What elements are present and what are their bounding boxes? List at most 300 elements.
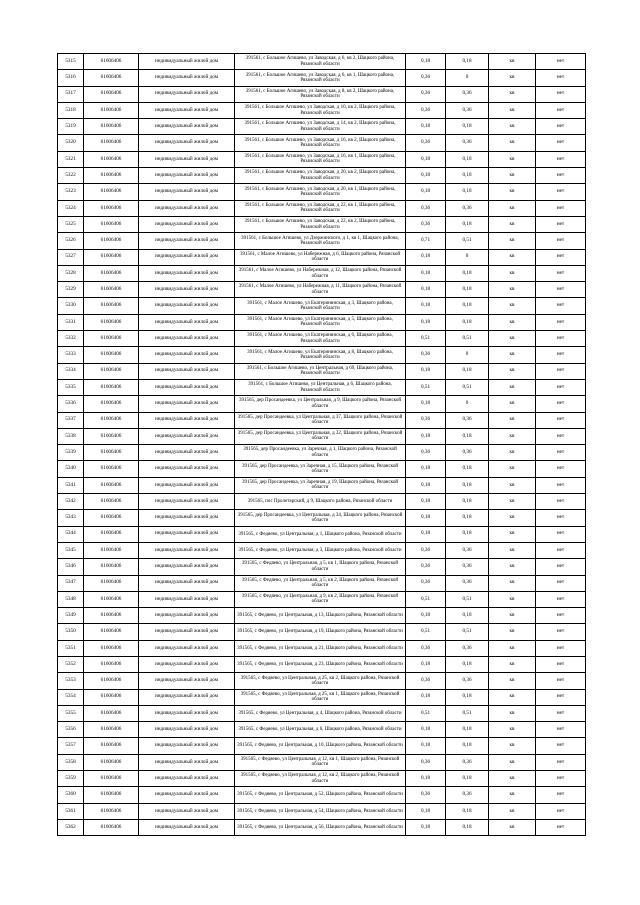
value-b-cell: 0,51: [446, 379, 489, 395]
value-a-cell: 0,71: [406, 233, 446, 249]
table-row: [58, 591, 586, 607]
flag-cell: нет: [536, 722, 586, 738]
building-type-cell: индивидуальный жилой дом: [139, 379, 235, 395]
value-a-cell: 0,18: [406, 396, 446, 412]
unit-cell: кв: [489, 379, 536, 395]
table-row: [58, 542, 586, 558]
table-row: [58, 265, 586, 281]
value-b-cell: 0,36: [446, 754, 489, 770]
value-a-cell: 0,36: [406, 542, 446, 558]
row-number-cell: 5336: [58, 396, 84, 412]
flag-cell: нет: [536, 54, 586, 70]
row-number-cell: 5321: [58, 151, 84, 167]
row-number-cell: 5346: [58, 559, 84, 575]
value-a-cell: 0,18: [406, 461, 446, 477]
value-a-cell: 0,18: [406, 428, 446, 444]
value-b-cell: 0,36: [446, 575, 489, 591]
value-b-cell: 0,18: [446, 722, 489, 738]
oktmo-code-cell: 61606406: [84, 787, 139, 803]
oktmo-code-cell: 61606406: [84, 331, 139, 347]
flag-cell: нет: [536, 575, 586, 591]
address-cell: 391561, с Большое Агишево, ул Центральная, д 69, Шацкого района, Рязанской области: [235, 363, 406, 379]
address-cell: 391565, с Федяево, ул Центральная, д 12, кв 1, Шацкого района, Рязанской области: [235, 754, 406, 770]
row-number-cell: 5335: [58, 379, 84, 395]
value-a-cell: 0,18: [406, 656, 446, 672]
value-a-cell: 0,18: [406, 265, 446, 281]
table-row: [58, 119, 586, 135]
unit-cell: кв: [489, 249, 536, 265]
row-number-cell: 5332: [58, 331, 84, 347]
table-row: [58, 70, 586, 86]
value-a-cell: 0,51: [406, 591, 446, 607]
oktmo-code-cell: 61606406: [84, 754, 139, 770]
unit-cell: кв: [489, 331, 536, 347]
table-row: [58, 526, 586, 542]
row-number-cell: 5324: [58, 200, 84, 216]
value-b-cell: 0,36: [446, 673, 489, 689]
row-number-cell: 5330: [58, 298, 84, 314]
building-type-cell: индивидуальный жилой дом: [139, 656, 235, 672]
address-cell: 391565, дер Просандеевка, ул Заречная, д 19, Шацкого района, Рязанской области: [235, 477, 406, 493]
table-row: [58, 673, 586, 689]
address-cell: 391565, с Федяево, ул Центральная, д 21, Шацкого района, Рязанской области: [235, 640, 406, 656]
address-cell: 391561, с Большое Агишево, ул Заводская, д 6, кв 2, Шацкого района, Рязанской области: [235, 54, 406, 70]
flag-cell: нет: [536, 608, 586, 624]
value-b-cell: 0,18: [446, 461, 489, 477]
building-type-cell: индивидуальный жилой дом: [139, 591, 235, 607]
flag-cell: нет: [536, 379, 586, 395]
table-row: [58, 738, 586, 754]
unit-cell: кв: [489, 819, 536, 835]
oktmo-code-cell: 61606406: [84, 771, 139, 787]
value-a-cell: 0,18: [406, 510, 446, 526]
building-type-cell: индивидуальный жилой дом: [139, 282, 235, 298]
address-cell: 391561, с Малое Агишево, ул Екатерининская, д 6, Шацкого района, Рязанской области: [235, 331, 406, 347]
unit-cell: кв: [489, 363, 536, 379]
flag-cell: нет: [536, 705, 586, 721]
address-cell: 391565, дер Просандеевка, ул Центральная, д 32, Шацкого района, Рязанской области: [235, 428, 406, 444]
value-b-cell: 0,18: [446, 526, 489, 542]
row-number-cell: 5351: [58, 640, 84, 656]
value-a-cell: 0,36: [406, 445, 446, 461]
flag-cell: нет: [536, 265, 586, 281]
building-type-cell: индивидуальный жилой дом: [139, 412, 235, 428]
table-row: [58, 640, 586, 656]
value-a-cell: 0,18: [406, 819, 446, 835]
address-cell: 391565, с Федяево, ул Центральная, д 10, Шацкого района, Рязанской области: [235, 738, 406, 754]
oktmo-code-cell: 61606406: [84, 200, 139, 216]
flag-cell: нет: [536, 526, 586, 542]
address-cell: 391561, с Малое Агишево, ул Екатерининская, д 8, Шацкого района, Рязанской области: [235, 347, 406, 363]
address-cell: 391565, с Федяево, ул Центральная, д 13, Шацкого района, Рязанской области: [235, 608, 406, 624]
oktmo-code-cell: 61606406: [84, 608, 139, 624]
address-cell: 391565, с Федяево, ул Центральная, д 3, Шацкого района, Рязанской области: [235, 542, 406, 558]
value-a-cell: 0,51: [406, 705, 446, 721]
unit-cell: кв: [489, 265, 536, 281]
value-b-cell: 0,36: [446, 640, 489, 656]
row-number-cell: 5354: [58, 689, 84, 705]
building-type-cell: индивидуальный жилой дом: [139, 265, 235, 281]
oktmo-code-cell: 61606406: [84, 70, 139, 86]
value-a-cell: 0,18: [406, 168, 446, 184]
table-row: [58, 54, 586, 70]
row-number-cell: 5339: [58, 445, 84, 461]
oktmo-code-cell: 61606406: [84, 673, 139, 689]
address-cell: 391565, с Федяево, ул Центральная, д 5, кв 2, Шацкого района, Рязанской области: [235, 575, 406, 591]
value-a-cell: 0,18: [406, 119, 446, 135]
flag-cell: нет: [536, 102, 586, 118]
address-cell: 391565, дер Просандеевка, ул Заречная, д 15, Шацкого района, Рязанской области: [235, 461, 406, 477]
table-row: [58, 233, 586, 249]
table-row: [58, 624, 586, 640]
table-row: [58, 314, 586, 330]
row-number-cell: 5355: [58, 705, 84, 721]
value-b-cell: 0,18: [446, 54, 489, 70]
value-a-cell: 0,36: [406, 559, 446, 575]
row-number-cell: 5353: [58, 673, 84, 689]
oktmo-code-cell: 61606406: [84, 526, 139, 542]
building-type-cell: индивидуальный жилой дом: [139, 428, 235, 444]
unit-cell: кв: [489, 624, 536, 640]
row-number-cell: 5325: [58, 216, 84, 232]
value-a-cell: 0,18: [406, 363, 446, 379]
unit-cell: кв: [489, 771, 536, 787]
housing-table: [57, 53, 586, 836]
oktmo-code-cell: 61606406: [84, 722, 139, 738]
unit-cell: кв: [489, 477, 536, 493]
oktmo-code-cell: 61606406: [84, 396, 139, 412]
address-cell: 391561, с Малое Агишево, ул Набережная, д 6, Шацкого района, Рязанской области: [235, 249, 406, 265]
building-type-cell: индивидуальный жилой дом: [139, 640, 235, 656]
value-b-cell: 0: [446, 70, 489, 86]
row-number-cell: 5317: [58, 86, 84, 102]
flag-cell: нет: [536, 135, 586, 151]
value-b-cell: 0,36: [446, 86, 489, 102]
table-row: [58, 722, 586, 738]
building-type-cell: индивидуальный жилой дом: [139, 787, 235, 803]
building-type-cell: индивидуальный жилой дом: [139, 331, 235, 347]
building-type-cell: индивидуальный жилой дом: [139, 526, 235, 542]
value-b-cell: 0,18: [446, 608, 489, 624]
oktmo-code-cell: 61606406: [84, 428, 139, 444]
unit-cell: кв: [489, 559, 536, 575]
flag-cell: нет: [536, 445, 586, 461]
table-row: [58, 494, 586, 510]
address-cell: 391565, с Федяево, ул Центральная, д 54, Шацкого района, Рязанской области: [235, 803, 406, 819]
row-number-cell: 5331: [58, 314, 84, 330]
table-body: [58, 54, 586, 836]
table-row: [58, 249, 586, 265]
value-a-cell: 0,18: [406, 282, 446, 298]
building-type-cell: индивидуальный жилой дом: [139, 135, 235, 151]
oktmo-code-cell: 61606406: [84, 216, 139, 232]
address-cell: 391561, с Большое Агишево, ул Заводская, д 14, кв 2, Шацкого района, Рязанской области: [235, 119, 406, 135]
value-a-cell: 0,36: [406, 754, 446, 770]
unit-cell: кв: [489, 461, 536, 477]
value-a-cell: 0,18: [406, 314, 446, 330]
unit-cell: кв: [489, 151, 536, 167]
unit-cell: кв: [489, 428, 536, 444]
oktmo-code-cell: 61606406: [84, 510, 139, 526]
building-type-cell: индивидуальный жилой дом: [139, 771, 235, 787]
value-b-cell: 0: [446, 347, 489, 363]
address-cell: 391561, с Большое Агишево, ул Заводская, д 20, кв 2, Шацкого района, Рязанской области: [235, 168, 406, 184]
document-page: [57, 53, 585, 836]
table-row: [58, 559, 586, 575]
flag-cell: нет: [536, 200, 586, 216]
value-a-cell: 0,51: [406, 624, 446, 640]
row-number-cell: 5361: [58, 803, 84, 819]
unit-cell: кв: [489, 494, 536, 510]
oktmo-code-cell: 61606406: [84, 119, 139, 135]
row-number-cell: 5356: [58, 722, 84, 738]
building-type-cell: индивидуальный жилой дом: [139, 347, 235, 363]
building-type-cell: индивидуальный жилой дом: [139, 624, 235, 640]
oktmo-code-cell: 61606406: [84, 249, 139, 265]
value-b-cell: 0,36: [446, 412, 489, 428]
building-type-cell: индивидуальный жилой дом: [139, 314, 235, 330]
address-cell: 391561, с Большое Агишево, ул Центральная, д 6, Шацкого района, Рязанской области: [235, 379, 406, 395]
address-cell: 391565, с Федяево, ул Центральная, д 12, кв 2, Шацкого района, Рязанской области: [235, 771, 406, 787]
value-b-cell: 0,18: [446, 819, 489, 835]
unit-cell: кв: [489, 54, 536, 70]
building-type-cell: индивидуальный жилой дом: [139, 70, 235, 86]
value-a-cell: 0,18: [406, 151, 446, 167]
unit-cell: кв: [489, 526, 536, 542]
unit-cell: кв: [489, 70, 536, 86]
value-a-cell: 0,18: [406, 738, 446, 754]
unit-cell: кв: [489, 640, 536, 656]
flag-cell: нет: [536, 673, 586, 689]
value-b-cell: 0,18: [446, 738, 489, 754]
address-cell: 391561, с Большое Агишево, ул Заводская, д 16, кв 2, Шацкого района, Рязанской области: [235, 135, 406, 151]
flag-cell: нет: [536, 396, 586, 412]
unit-cell: кв: [489, 591, 536, 607]
oktmo-code-cell: 61606406: [84, 477, 139, 493]
row-number-cell: 5338: [58, 428, 84, 444]
address-cell: 391561, с Малое Агишево, ул Набережная, д 12, Шацкого района, Рязанской области: [235, 265, 406, 281]
value-b-cell: 0,18: [446, 298, 489, 314]
oktmo-code-cell: 61606406: [84, 542, 139, 558]
building-type-cell: индивидуальный жилой дом: [139, 216, 235, 232]
value-b-cell: 0,51: [446, 705, 489, 721]
unit-cell: кв: [489, 102, 536, 118]
row-number-cell: 5323: [58, 184, 84, 200]
value-b-cell: 0,51: [446, 624, 489, 640]
flag-cell: нет: [536, 738, 586, 754]
unit-cell: кв: [489, 689, 536, 705]
row-number-cell: 5362: [58, 819, 84, 835]
oktmo-code-cell: 61606406: [84, 54, 139, 70]
value-a-cell: 0,36: [406, 86, 446, 102]
value-b-cell: 0,36: [446, 445, 489, 461]
building-type-cell: индивидуальный жилой дом: [139, 705, 235, 721]
table-row: [58, 412, 586, 428]
flag-cell: нет: [536, 184, 586, 200]
unit-cell: кв: [489, 445, 536, 461]
oktmo-code-cell: 61606406: [84, 151, 139, 167]
flag-cell: нет: [536, 771, 586, 787]
building-type-cell: индивидуальный жилой дом: [139, 608, 235, 624]
building-type-cell: индивидуальный жилой дом: [139, 461, 235, 477]
address-cell: 391561, с Большое Агишево, ул Заводская, д 8, кв 2, Шацкого района, Рязанской области: [235, 86, 406, 102]
table-row: [58, 656, 586, 672]
value-a-cell: 0,36: [406, 200, 446, 216]
flag-cell: нет: [536, 819, 586, 835]
address-cell: 391565, с Федяево, ул Центральная, д 5, кв 1, Шацкого района, Рязанской области: [235, 559, 406, 575]
flag-cell: нет: [536, 559, 586, 575]
value-b-cell: 0,36: [446, 200, 489, 216]
oktmo-code-cell: 61606406: [84, 705, 139, 721]
row-number-cell: 5342: [58, 494, 84, 510]
value-a-cell: 0,18: [406, 477, 446, 493]
building-type-cell: индивидуальный жилой дом: [139, 477, 235, 493]
value-a-cell: 0,18: [406, 526, 446, 542]
row-number-cell: 5328: [58, 265, 84, 281]
oktmo-code-cell: 61606406: [84, 803, 139, 819]
value-a-cell: 0,18: [406, 722, 446, 738]
building-type-cell: индивидуальный жилой дом: [139, 119, 235, 135]
table-row: [58, 298, 586, 314]
unit-cell: кв: [489, 575, 536, 591]
row-number-cell: 5315: [58, 54, 84, 70]
value-b-cell: 0,36: [446, 102, 489, 118]
row-number-cell: 5319: [58, 119, 84, 135]
table-row: [58, 347, 586, 363]
table-row: [58, 86, 586, 102]
oktmo-code-cell: 61606406: [84, 102, 139, 118]
building-type-cell: индивидуальный жилой дом: [139, 184, 235, 200]
row-number-cell: 5341: [58, 477, 84, 493]
address-cell: 391561, с Большое Агишево, ул Заводская, д 22, кв 2, Шацкого района, Рязанской области: [235, 216, 406, 232]
unit-cell: кв: [489, 396, 536, 412]
oktmo-code-cell: 61606406: [84, 819, 139, 835]
value-a-cell: 0,18: [406, 249, 446, 265]
value-b-cell: 0,18: [446, 363, 489, 379]
table-row: [58, 477, 586, 493]
table-row: [58, 461, 586, 477]
value-b-cell: 0,18: [446, 803, 489, 819]
address-cell: 391565, с Федяево, ул Центральная, д 25, кв 1, Шацкого района, Рязанской области: [235, 689, 406, 705]
oktmo-code-cell: 61606406: [84, 298, 139, 314]
value-b-cell: 0,18: [446, 184, 489, 200]
value-a-cell: 0,51: [406, 331, 446, 347]
building-type-cell: индивидуальный жилой дом: [139, 559, 235, 575]
address-cell: 391561, с Малое Агишево, ул Екатерининская, д 5, Шацкого района, Рязанской области: [235, 314, 406, 330]
oktmo-code-cell: 61606406: [84, 689, 139, 705]
value-a-cell: 0,36: [406, 70, 446, 86]
flag-cell: нет: [536, 168, 586, 184]
row-number-cell: 5345: [58, 542, 84, 558]
table-row: [58, 282, 586, 298]
table-row: [58, 102, 586, 118]
oktmo-code-cell: 61606406: [84, 461, 139, 477]
flag-cell: нет: [536, 461, 586, 477]
value-a-cell: 0,18: [406, 608, 446, 624]
building-type-cell: индивидуальный жилой дом: [139, 445, 235, 461]
value-b-cell: 0,36: [446, 542, 489, 558]
unit-cell: кв: [489, 233, 536, 249]
flag-cell: нет: [536, 510, 586, 526]
row-number-cell: 5347: [58, 575, 84, 591]
address-cell: 391565, с Федяево, ул Центральная, д 56, Шацкого района, Рязанской области: [235, 819, 406, 835]
value-a-cell: 0,36: [406, 135, 446, 151]
unit-cell: кв: [489, 656, 536, 672]
value-b-cell: 0,18: [446, 282, 489, 298]
flag-cell: нет: [536, 151, 586, 167]
row-number-cell: 5360: [58, 787, 84, 803]
flag-cell: нет: [536, 477, 586, 493]
value-a-cell: 0,18: [406, 184, 446, 200]
table-row: [58, 151, 586, 167]
unit-cell: кв: [489, 135, 536, 151]
address-cell: 391561, с Малое Агишево, ул Екатерининская, д 3, Шацкого района, Рязанской области: [235, 298, 406, 314]
address-cell: 391565, дер Просандеевка, ул Заречная, д 1, Шацкого района, Рязанской области: [235, 445, 406, 461]
row-number-cell: 5359: [58, 771, 84, 787]
value-b-cell: 0,18: [446, 216, 489, 232]
flag-cell: нет: [536, 640, 586, 656]
row-number-cell: 5350: [58, 624, 84, 640]
flag-cell: нет: [536, 412, 586, 428]
oktmo-code-cell: 61606406: [84, 738, 139, 754]
unit-cell: кв: [489, 803, 536, 819]
address-cell: 391561, с Большое Агишево, ул Заводская, д 10, кв 2, Шацкого района, Рязанской области: [235, 102, 406, 118]
value-b-cell: 0,18: [446, 151, 489, 167]
value-b-cell: 0,18: [446, 428, 489, 444]
address-cell: 391561, с Малое Агишево, ул Набережная, д 11, Шацкого района, Рязанской области: [235, 282, 406, 298]
value-a-cell: 0,36: [406, 102, 446, 118]
oktmo-code-cell: 61606406: [84, 233, 139, 249]
flag-cell: нет: [536, 787, 586, 803]
oktmo-code-cell: 61606406: [84, 640, 139, 656]
table-row: [58, 608, 586, 624]
unit-cell: кв: [489, 184, 536, 200]
table-row: [58, 363, 586, 379]
address-cell: 391561, с Большое Агишево, ул Заводская, д 22, кв 1, Шацкого района, Рязанской области: [235, 200, 406, 216]
address-cell: 391565, с Федяево, ул Центральная, д 23, Шацкого района, Рязанской области: [235, 656, 406, 672]
flag-cell: нет: [536, 803, 586, 819]
address-cell: 391565, с Федяево, ул Центральная, д 6, Шацкого района, Рязанской области: [235, 722, 406, 738]
value-a-cell: 0,18: [406, 494, 446, 510]
value-a-cell: 0,18: [406, 771, 446, 787]
value-b-cell: 0: [446, 249, 489, 265]
oktmo-code-cell: 61606406: [84, 412, 139, 428]
value-b-cell: 0,36: [446, 135, 489, 151]
oktmo-code-cell: 61606406: [84, 379, 139, 395]
flag-cell: нет: [536, 363, 586, 379]
row-number-cell: 5318: [58, 102, 84, 118]
row-number-cell: 5337: [58, 412, 84, 428]
table-row: [58, 510, 586, 526]
row-number-cell: 5327: [58, 249, 84, 265]
unit-cell: кв: [489, 608, 536, 624]
address-cell: 391561, с Большое Агишево, ул Заводская, д 6, кв 1, Шацкого района, Рязанской области: [235, 70, 406, 86]
table-row: [58, 705, 586, 721]
address-cell: 391565, с Федяево, ул Центральная, д 9, кв 2, Шацкого района, Рязанской области: [235, 591, 406, 607]
table-row: [58, 331, 586, 347]
oktmo-code-cell: 61606406: [84, 445, 139, 461]
flag-cell: нет: [536, 542, 586, 558]
table-row: [58, 184, 586, 200]
unit-cell: кв: [489, 298, 536, 314]
oktmo-code-cell: 61606406: [84, 347, 139, 363]
row-number-cell: 5340: [58, 461, 84, 477]
table-row: [58, 428, 586, 444]
value-b-cell: 0,51: [446, 233, 489, 249]
address-cell: 391561, с Большое Агишево, ул Дзержинского, д 1, кв 1, Шацкого района, Рязанской области: [235, 233, 406, 249]
address-cell: 391565, с Федяево, ул Центральная, д 52, Шацкого района, Рязанской области: [235, 787, 406, 803]
value-b-cell: 0: [446, 396, 489, 412]
